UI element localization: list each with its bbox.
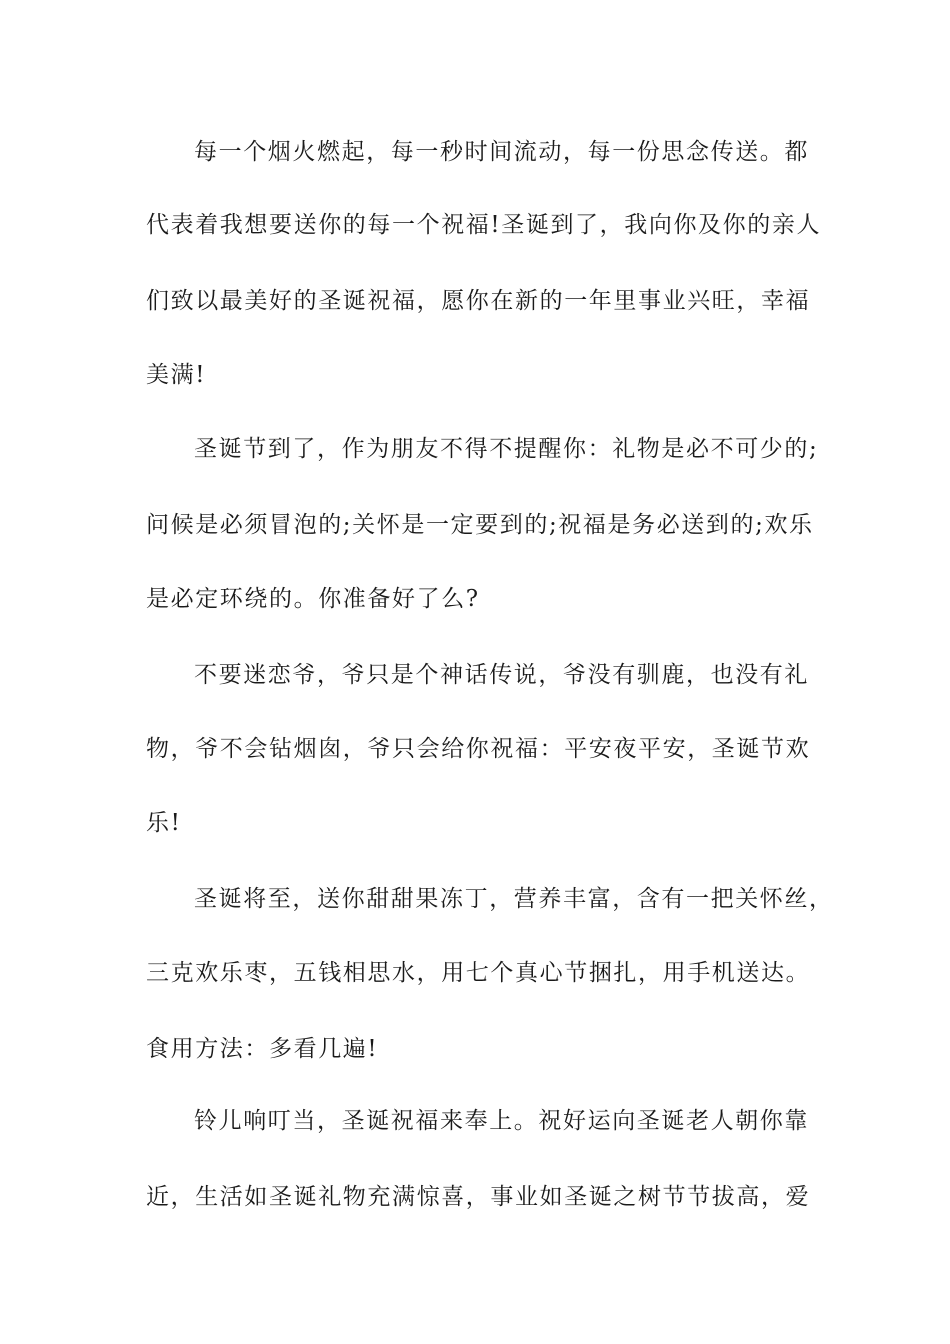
text-line-5: 圣诞节到了，作为朋友不得不提醒你：礼物是必不可少的; <box>194 436 819 462</box>
text-line-8: 不要迷恋爷，爷只是个神话传说，爷没有驯鹿，也没有礼 <box>194 662 809 688</box>
text-line-11: 圣诞将至，送你甜甜果冻丁，营养丰富，含有一把关怀丝， <box>194 886 834 912</box>
text-line-4: 美满! <box>146 362 207 388</box>
text-line-2: 代表着我想要送你的每一个祝福!圣诞到了，我向你及你的亲人 <box>146 212 822 238</box>
text-line-13: 食用方法：多看几遍! <box>146 1036 379 1062</box>
text-line-1: 每一个烟火燃起，每一秒时间流动，每一份思念传送。都 <box>194 139 809 165</box>
text-line-15: 近，生活如圣诞礼物充满惊喜，事业如圣诞之树节节拔高，爱 <box>146 1184 811 1210</box>
text-line-12: 三克欢乐枣，五钱相思水，用七个真心节捆扎，用手机送达。 <box>146 960 811 986</box>
text-line-6: 问候是必须冒泡的;关怀是一定要到的;祝福是务必送到的;欢乐 <box>146 512 814 538</box>
text-line-10: 乐! <box>146 810 182 836</box>
text-line-7: 是必定环绕的。你准备好了么? <box>146 586 480 612</box>
text-line-14: 铃儿响叮当，圣诞祝福来奉上。祝好运向圣诞老人朝你靠 <box>194 1108 809 1134</box>
text-line-3: 们致以最美好的圣诞祝福，愿你在新的一年里事业兴旺，幸福 <box>146 288 811 314</box>
text-line-9: 物，爷不会钻烟囱，爷只会给你祝福：平安夜平安，圣诞节欢 <box>146 736 811 762</box>
